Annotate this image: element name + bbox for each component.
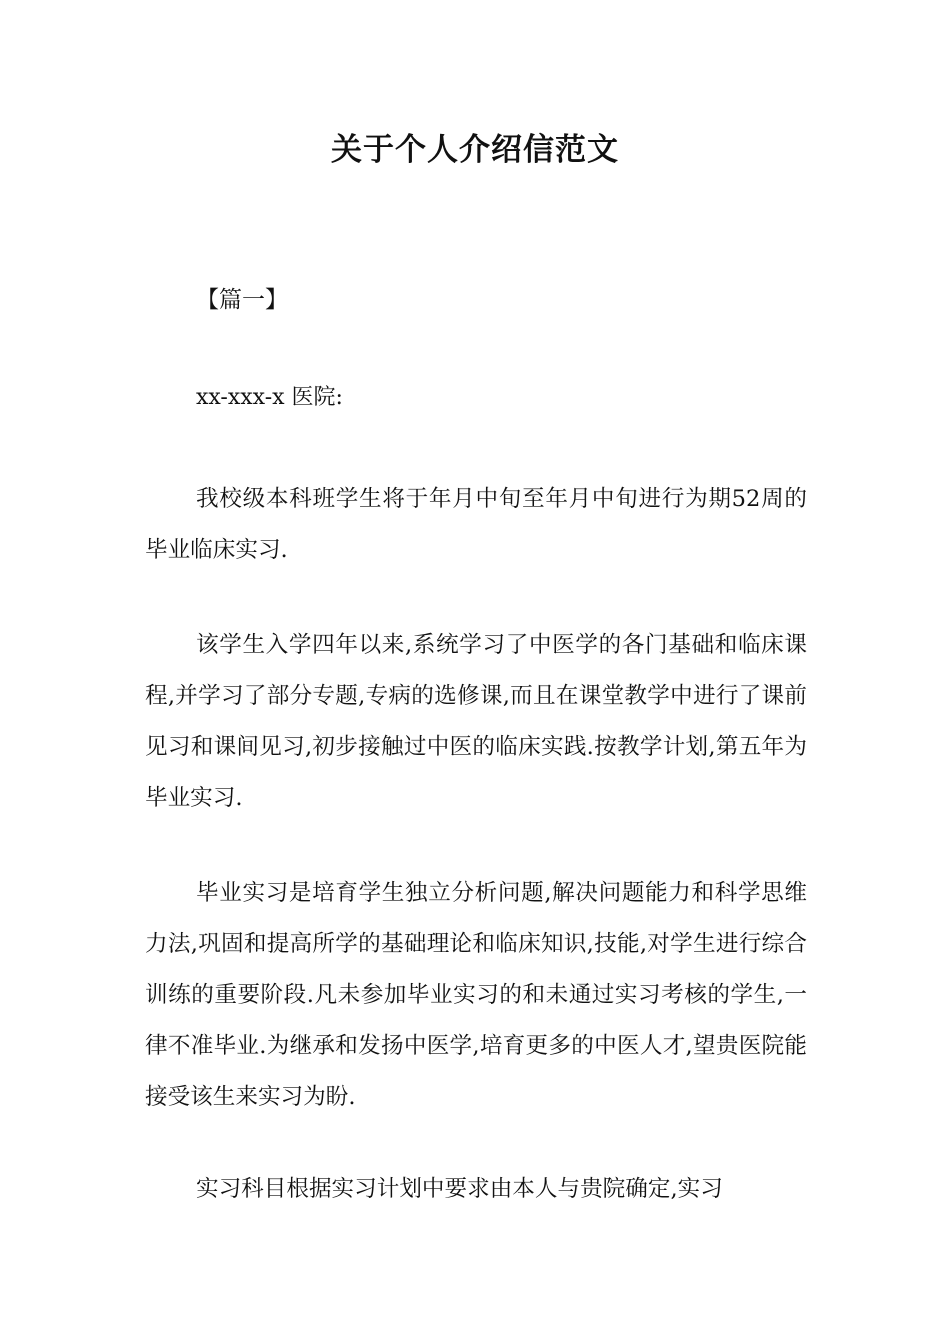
salutation: xx-xxx-x 医院: (196, 385, 343, 410)
section-label: 【篇一】 (196, 287, 288, 313)
paragraph-4: 实习科目根据实习计划中要求由本人与贵院确定,实习 (196, 1176, 723, 1202)
paragraph-1: 我校级本科班学生将于年月中旬至年月中旬进行为期52周的毕业临床实习. (145, 486, 807, 563)
paragraph-3: 毕业实习是培育学生独立分析问题,解决问题能力和科学思维力法,巩固和提高所学的基础理论和临床知识,技能,对学生进行综合训练的重要阶段.凡未参加毕业实习的和未通过实习考核的学生,一律不准毕业.为继承和发扬中医学,培育更多的中医人才,望贵医院能接受该生来实习为盼. (145, 880, 807, 1110)
paragraph-2: 该学生入学四年以来,系统学习了中医学的各门基础和临床课程,并学习了部分专题,专病的选修课,而且在课堂教学中进行了课前见习和课间见习,初步接触过中医的临床实践.按教学计划,第五年为毕业实习. (145, 632, 807, 811)
document-title: 关于个人介绍信范文 (331, 132, 619, 168)
